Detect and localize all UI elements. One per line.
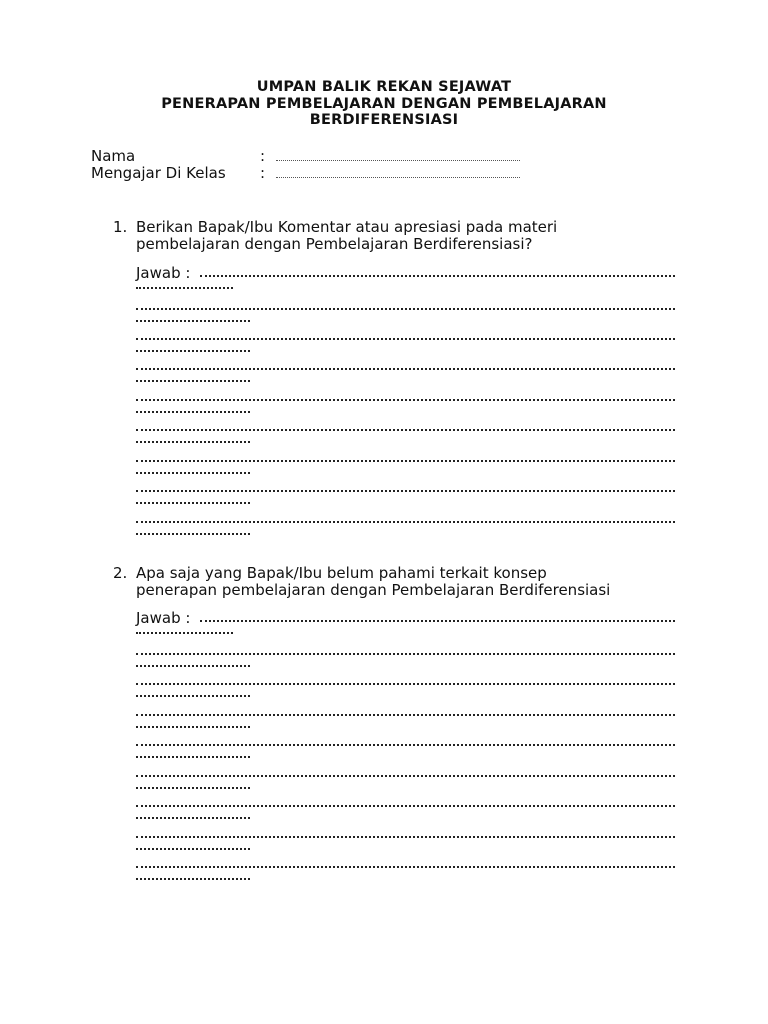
question-2-answer-label: Jawab : <box>136 609 191 627</box>
answer-1-line[interactable] <box>136 368 675 370</box>
answer-1-line[interactable] <box>136 533 250 535</box>
answer-1-line[interactable] <box>136 490 675 492</box>
answer-2-line[interactable] <box>136 683 675 685</box>
question-1-line-2: pembelajaran dengan Pembelajaran Berdiferensiasi? <box>136 235 533 253</box>
answer-1-line[interactable] <box>136 308 675 310</box>
answer-1-line[interactable] <box>136 320 250 322</box>
answer-1-line[interactable] <box>136 472 250 474</box>
answer-1-line[interactable] <box>136 441 250 443</box>
answer-1-line[interactable] <box>136 287 233 289</box>
nama-colon: : <box>260 147 266 165</box>
question-1-number: 1. <box>113 218 128 236</box>
title-line-3: BERDIFERENSIASI <box>309 112 459 128</box>
answer-2-line[interactable] <box>136 632 233 634</box>
answer-2-line[interactable] <box>136 744 675 746</box>
answer-2-line[interactable] <box>136 878 250 880</box>
answer-2-line[interactable] <box>136 714 675 716</box>
nama-label: Nama <box>91 147 136 165</box>
kelas-field[interactable] <box>276 177 520 178</box>
answer-2-line[interactable] <box>136 866 675 868</box>
answer-2-line[interactable] <box>136 775 675 777</box>
answer-2-line[interactable] <box>136 836 675 838</box>
answer-1-line[interactable] <box>136 521 675 523</box>
answer-1-line[interactable] <box>136 399 675 401</box>
answer-2-line[interactable] <box>136 756 250 758</box>
question-1-answer-label: Jawab : <box>136 264 191 282</box>
answer-1-line[interactable] <box>136 350 250 352</box>
answer-2-line[interactable] <box>136 848 250 850</box>
answer-2-line[interactable] <box>136 817 250 819</box>
answer-2-line[interactable] <box>136 665 250 667</box>
answer-2-line[interactable] <box>136 695 250 697</box>
answer-2-line[interactable] <box>136 726 250 728</box>
kelas-label: Mengajar Di Kelas <box>91 164 226 182</box>
answer-1-line[interactable] <box>136 460 675 462</box>
answer-1-line[interactable] <box>136 380 250 382</box>
answer-1-line[interactable] <box>136 338 675 340</box>
answer-1-line[interactable] <box>136 502 250 504</box>
question-1-line-1: Berikan Bapak/Ibu Komentar atau apresiasi pada materi <box>136 218 558 236</box>
title-line-2: PENERAPAN PEMBELAJARAN DENGAN PEMBELAJARAN <box>161 96 607 112</box>
nama-field[interactable] <box>276 160 520 161</box>
answer-2-line[interactable] <box>136 653 675 655</box>
answer-1-line[interactable] <box>136 411 250 413</box>
answer-2-line[interactable] <box>200 620 675 622</box>
question-2-line-1: Apa saja yang Bapak/Ibu belum pahami terkait konsep <box>136 564 547 582</box>
answer-1-line[interactable] <box>136 429 675 431</box>
answer-2-line[interactable] <box>136 787 250 789</box>
answer-1-line[interactable] <box>200 275 675 277</box>
kelas-colon: : <box>260 164 266 182</box>
question-2-number: 2. <box>113 564 128 582</box>
question-2-line-2: penerapan pembelajaran dengan Pembelajaran Berdiferensiasi <box>136 581 611 599</box>
answer-2-line[interactable] <box>136 805 675 807</box>
title-line-1: UMPAN BALIK REKAN SEJAWAT <box>256 79 512 95</box>
